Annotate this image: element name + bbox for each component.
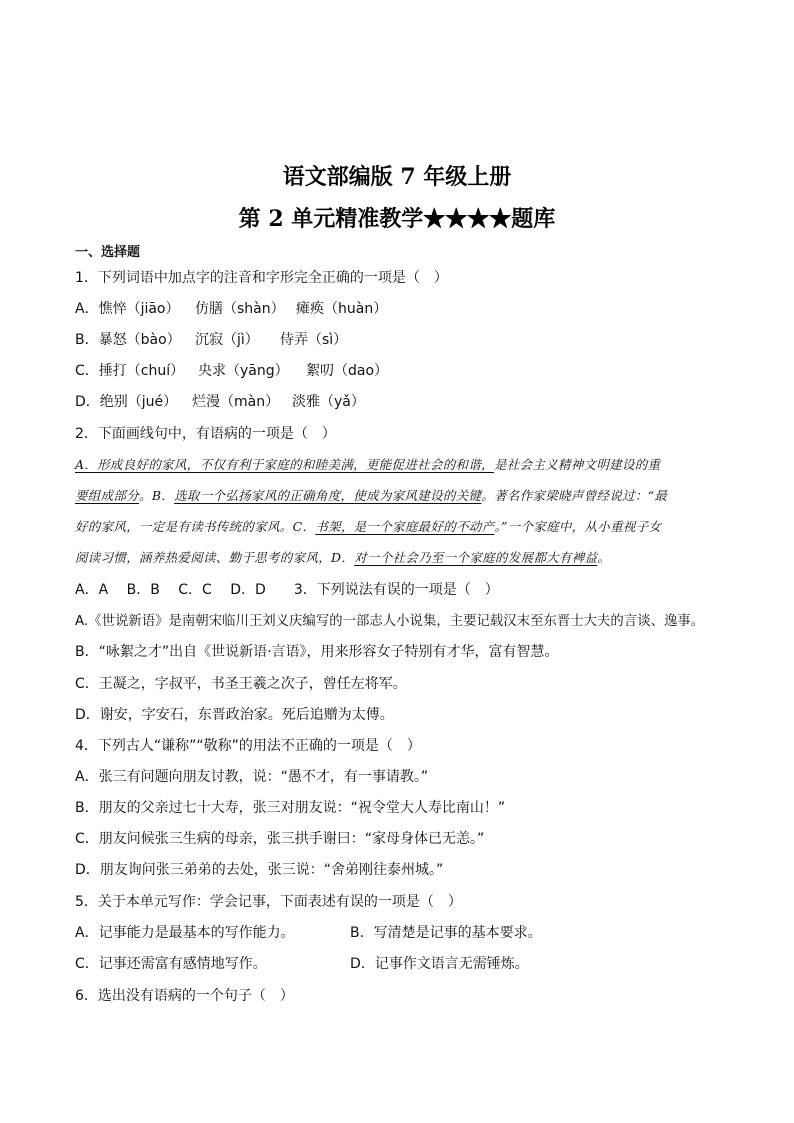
question-4-option-b: B．朋友的父亲过七十大寿，张三对朋友说：“祝令堂大人寿比南山！” xyxy=(75,800,506,816)
question-1-option-a xyxy=(75,298,387,318)
option-word: 淡雅（yǎ） xyxy=(292,394,365,410)
question-3-option-b: B．“咏絮之才”出自《世说新语·言语》，用来形容女子特别有才华，富有智慧。 xyxy=(75,644,559,660)
underlined-sentence-d: 对一个社会乃至一个家庭的发展都大有裨益 xyxy=(354,550,598,565)
passage-text: 阅读习惯，涵养热爱阅读、勤于思考的家风，D． xyxy=(75,550,355,565)
question-4-option-d: D．朋友询问张三弟弟的去处，张三说：“舍弟刚往泰州城。” xyxy=(75,862,444,878)
question-5-stem: 5．关于本单元写作：学会记事，下面表述有误的一项是（ ） xyxy=(75,894,462,910)
question-1-option-b xyxy=(75,329,347,349)
option-word: 沉寂（jì） xyxy=(195,332,259,348)
question-4-option-c: C．朋友问候张三生病的母亲，张三拱手谢曰：“家母身体已无恙。” xyxy=(75,831,485,847)
option-word: 烂漫（màn） xyxy=(192,394,280,410)
passage-text: 好的家风，一定是有读书传统的家风。C． xyxy=(75,519,316,534)
passage-text: 。 xyxy=(597,550,611,565)
option-word: 絮叨（dao） xyxy=(306,363,389,379)
question-5-options-row-1 xyxy=(75,922,542,942)
option-word: D．绝别（jué） xyxy=(75,394,178,410)
underlined-sentence-c: 书架，是一个家庭最好的不动产 xyxy=(315,519,495,534)
passage-line-2 xyxy=(75,486,723,504)
passage-line-1 xyxy=(75,455,723,473)
option-word: A．憔悴（jiāo） xyxy=(75,301,180,317)
document-title: 语文部编版 7 年级上册 xyxy=(282,164,512,190)
underlined-sentence-a: A．形成良好的家风，不仅有利于家庭的和睦美满，更能促进社会的和谐， xyxy=(75,457,494,472)
option-word: 瘫痪（huàn） xyxy=(296,301,388,317)
passage-text: 。B． xyxy=(139,488,175,503)
question-1-option-d xyxy=(75,391,365,411)
option-text: D．记事作文语言无需锤炼。 xyxy=(350,956,529,972)
question-3-option-c: C．王凝之，字叔平，书圣王羲之次子，曾任左将军。 xyxy=(75,676,407,692)
question-3-option-d: D．谢安，字安石，东晋政治家。死后追赠为太傅。 xyxy=(75,707,394,723)
option-word: 央求（yāng） xyxy=(198,363,289,379)
question-1-stem: 1．下列词语中加点字的注音和字形完全正确的一项是（ ） xyxy=(75,270,448,286)
passage-text: 。著名作家梁晓声曾经说过：“最 xyxy=(481,488,668,503)
question-1-option-c xyxy=(75,360,388,380)
option-word: 侍弄（sì） xyxy=(280,332,348,348)
option-word: 仿膳（shàn） xyxy=(195,301,285,317)
document-subtitle: 第 2 单元精准教学★★★★题库 xyxy=(238,206,556,232)
underlined-sentence-b: 选取一个弘扬家风的正确角度，使成为家风建设的关键 xyxy=(174,488,482,503)
option-word: C．捶打（chuí） xyxy=(75,363,185,379)
option-text: A．记事能力是最基本的写作能力。 xyxy=(75,925,295,941)
question-6-stem: 6．选出没有语病的一个句子（ ） xyxy=(75,988,294,1004)
question-5-options-row-2 xyxy=(75,953,529,973)
option-word: B．暴怒（bào） xyxy=(75,332,181,348)
question-3-option-a: A.《世说新语》是南朝宋临川王刘义庆编写的一部志人小说集，主要记载汉末至东晋士大夫的言谈、逸事。 xyxy=(75,614,705,629)
question-4-stem: 4．下列古人“谦称”“敬称”的用法不正确的一项是（ ） xyxy=(75,738,421,754)
passage-line-4 xyxy=(75,548,723,566)
section-heading: 一、选择题 xyxy=(75,245,141,260)
option-text: C．记事还需富有感情地写作。 xyxy=(75,956,267,972)
passage-text: 是社会主义精神文明建设的重 xyxy=(493,457,661,472)
question-2-stem: 2．下面画线句中，有语病的一项是（ ） xyxy=(75,426,336,442)
question-2-options: A．A B．B C．C D．D 3．下列说法有误的一项是（ ） xyxy=(75,582,499,598)
passage-line-3 xyxy=(75,517,723,535)
option-text: B．写清楚是记事的基本要求。 xyxy=(350,925,542,941)
question-4-option-a: A．张三有问题向朋友讨教，说：“愚不才，有一事请教。” xyxy=(75,769,429,785)
underlined-sentence-a-end: 要组成部分 xyxy=(75,488,140,503)
passage-text: 。”一个家庭中，从小重视子女 xyxy=(494,519,662,534)
